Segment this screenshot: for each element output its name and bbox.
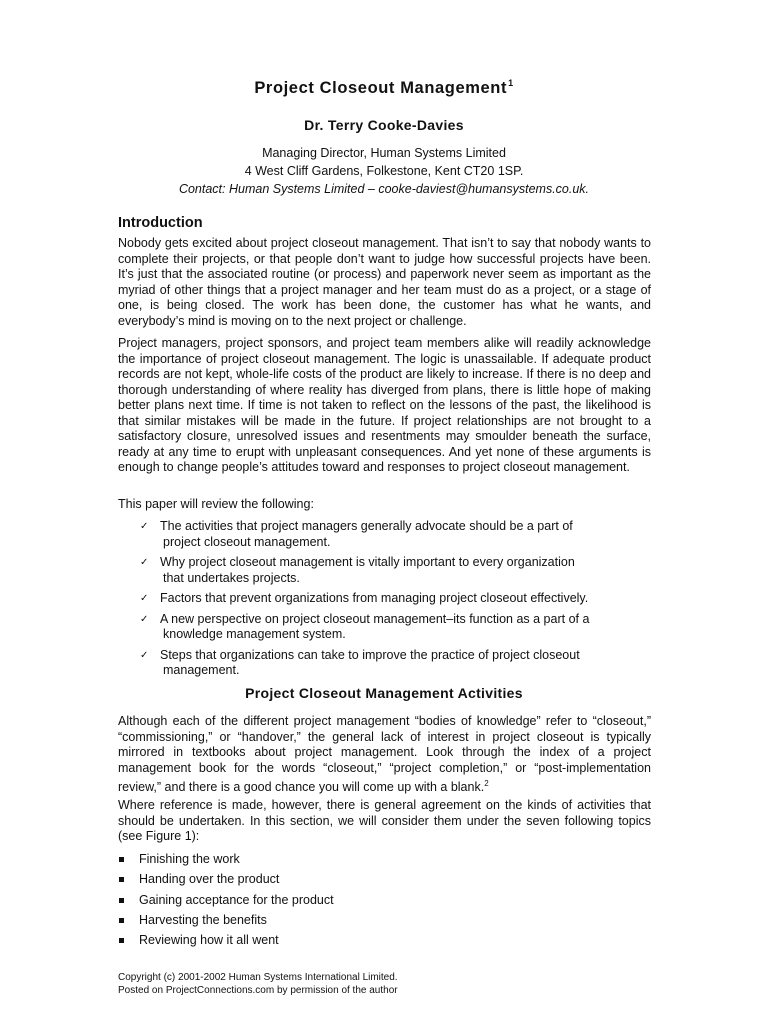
- checklist-item-text: Steps that organizations can take to improve the practice of project closeout: [160, 647, 580, 662]
- title-text: Project Closeout Management: [254, 79, 508, 97]
- square-bullet-icon: [119, 918, 124, 923]
- list-item-text: Handing over the product: [139, 872, 280, 887]
- checklist-item-text-continued: that undertakes projects.: [163, 570, 300, 585]
- paragraph-text: Nobody gets excited about project closeout management. That isn’t to say that nobody wants to complete their projects, or that people don’t want to judge how successful projects have been. It’s just that the associated routine (or process) and paperwork never seem as important as the myriad of other things that a project manager and her team must do as a project, or a stage of one, is being closed. The work has been done, the customer has what he wants, and everybody’s mind is moving on to the next project or challenge.: [118, 236, 651, 328]
- paragraph-text: Where reference is made, however, there is general agreement on the kinds of activities that should be undertaken. In this section, we will consider them under the seven following topics (see Figure 1):: [118, 798, 651, 843]
- list-item-text: Harvesting the benefits: [139, 912, 267, 927]
- title-footnote-marker: 1: [508, 78, 514, 88]
- checklist-item-text-continued: management.: [163, 663, 240, 677]
- checklist-item-text: Factors that prevent organizations from managing project closeout effectively.: [160, 591, 589, 605]
- affiliation-address: 4 West Cliff Gardens, Folkestone, Kent CT20 1SP.: [244, 164, 524, 178]
- checkmark-icon: ✓: [140, 613, 149, 625]
- permission-line: Posted on ProjectConnections.com by permission of the author: [118, 985, 398, 996]
- list-item: [118, 893, 334, 909]
- list-item: [118, 933, 334, 949]
- checklist-item: [140, 648, 620, 679]
- activities-paragraph-2: [118, 798, 651, 845]
- list-item: [118, 852, 334, 868]
- topics-list: [118, 852, 334, 953]
- list-item-text: Reviewing how it all went: [139, 933, 279, 948]
- square-bullet-icon: [119, 938, 124, 943]
- checkmark-icon: ✓: [140, 649, 149, 661]
- activities-paragraph-1: [118, 714, 651, 796]
- document-title: [0, 78, 768, 98]
- checklist-item-text: Why project closeout management is vitally important to every organization: [160, 555, 575, 569]
- affiliation-contact: Contact: Human Systems Limited – cooke-daviest@humansystems.co.uk.: [178, 182, 590, 196]
- square-bullet-icon: [119, 898, 124, 903]
- square-bullet-icon: [119, 857, 124, 862]
- introduction-paragraph-3: [118, 497, 651, 513]
- checklist-item-text: A new perspective on project closeout management–its function as a part of a: [160, 611, 590, 626]
- checklist-item-text-continued: project closeout management.: [163, 534, 331, 549]
- checklist-item: [140, 591, 620, 607]
- square-bullet-icon: [119, 877, 124, 882]
- copyright-line: Copyright (c) 2001-2002 Human Systems International Limited.: [118, 972, 398, 983]
- list-item-text: Finishing the work: [139, 852, 240, 866]
- page-footer: [118, 971, 398, 997]
- checklist-item-text-continued: knowledge management system.: [163, 627, 346, 641]
- paragraph-content: [118, 714, 651, 796]
- paragraph-text: Project managers, project sponsors, and project team members alike will readily acknowledge the importance of project closeout management. The logic is unassailable. If adequate product records are not kept, whole-life costs of the product are likely to increase. If there is no deep and thorough understanding of where reality has diverged from plans, there is little hope of making better plans next time. If time is not taken to reflect on the lessons of the past, the likelihood is that similar mistakes will be made in the future. If project relationships are not brought to a satisfactory closure, unresolved issues and resentments may smoulder beneath the surface, ready at any time to erupt with unpleasant consequences. And yet none of these arguments is enough to change people’s attitudes toward and responses to project closeout management.: [118, 336, 651, 474]
- checklist-item-text: The activities that project managers generally advocate should be a part of: [160, 519, 573, 533]
- paragraph-text: This paper will review the following:: [118, 497, 314, 511]
- paragraph-text: Although each of the different project management “bodies of knowledge” refer to “closeout,” “commissioning,” or “handover,” the general lack of interest in project closeout is typically mirrored in textbooks about project management. Look through the index of a project management book for the words “closeout,” “project completion,” or “post-implementation review,” and there is a good chance you will come up with a blank.: [118, 714, 651, 795]
- author-name: Dr. Terry Cooke-Davies: [304, 117, 464, 133]
- checkmark-icon: ✓: [140, 593, 149, 604]
- checklist-item: [140, 519, 620, 550]
- list-item: [118, 872, 334, 888]
- introduction-paragraph-1: [118, 236, 651, 329]
- introduction-heading: Introduction: [118, 215, 203, 231]
- checklist-item: [140, 612, 620, 643]
- affiliation-line-1: Managing Director, Human Systems Limited: [262, 146, 506, 160]
- checkmark-icon: ✓: [140, 521, 149, 532]
- footnote-marker: 2: [484, 779, 489, 788]
- checkmark-icon: ✓: [140, 557, 149, 568]
- introduction-paragraph-2: [118, 336, 651, 476]
- activities-heading: Project Closeout Management Activities: [245, 685, 523, 701]
- checklist-item: [140, 555, 620, 586]
- review-checklist: [140, 519, 620, 684]
- list-item: [118, 913, 334, 929]
- list-item-text: Gaining acceptance for the product: [139, 892, 334, 907]
